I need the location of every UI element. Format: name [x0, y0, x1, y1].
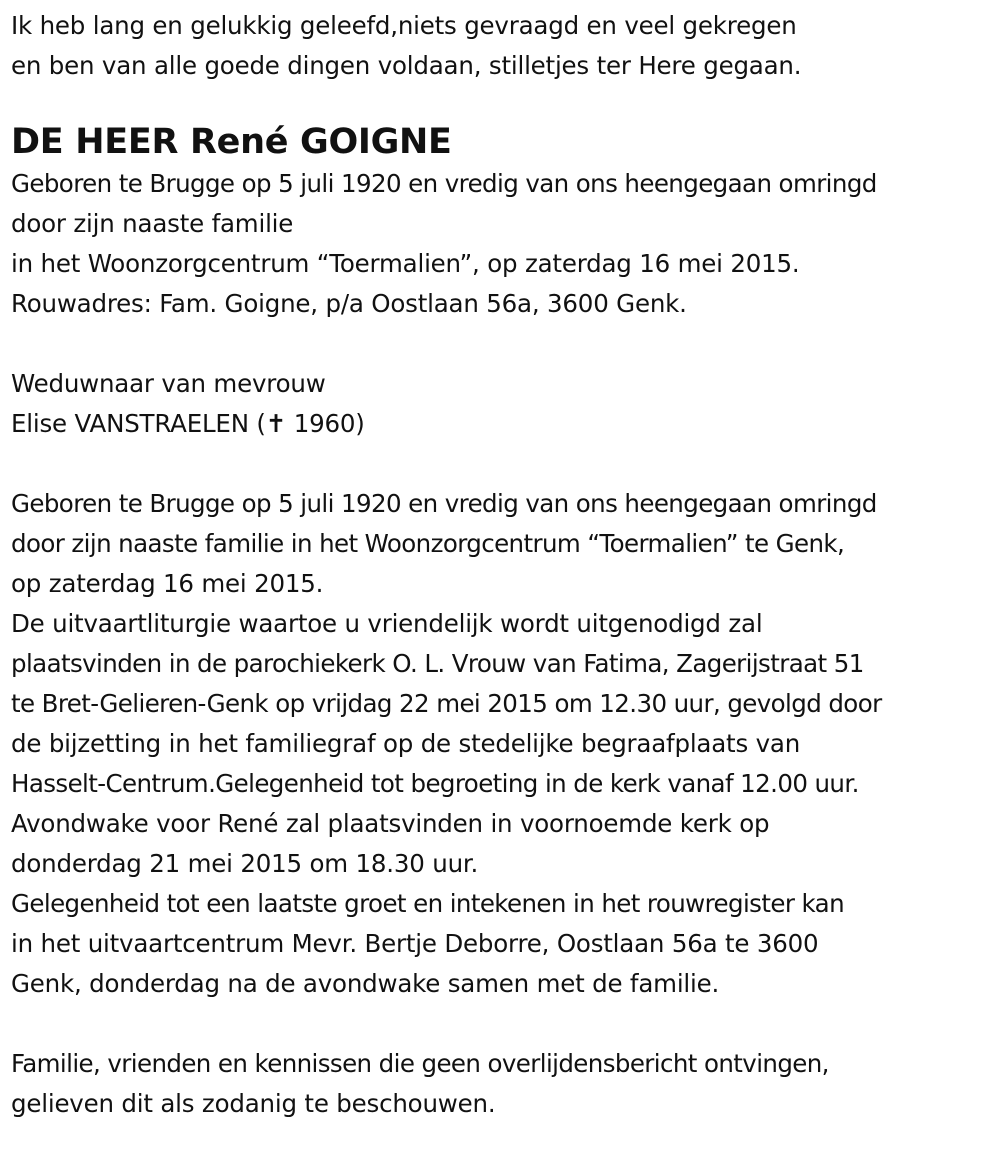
- spacer: [11, 1004, 996, 1044]
- details-line: donderdag 21 mei 2015 om 18.30 uur.: [11, 849, 479, 878]
- widower-block: [11, 364, 996, 444]
- details-line: Hasselt-Centrum.Gelegenheid tot begroeting in de kerk vanaf 12.00 uur.: [11, 769, 859, 798]
- spouse-name: Elise VANSTRAELEN (✝ 1960): [11, 409, 365, 438]
- details-line: plaatsvinden in de parochiekerk O. L. Vrouw van Fatima, Zagerijstraat 51: [11, 649, 864, 678]
- deceased-name-heading: DE HEER René GOIGNE: [11, 122, 452, 162]
- intro-line: Geboren te Brugge op 5 juli 1920 en vredig van ons heengegaan omringd: [11, 169, 877, 198]
- closing-line: gelieven dit als zodanig te beschouwen.: [11, 1089, 496, 1118]
- closing-line: Familie, vrienden en kennissen die geen overlijdensbericht ontvingen,: [11, 1049, 829, 1078]
- details-line: De uitvaartliturgie waartoe u vriendelijk wordt uitgenodigd zal: [11, 609, 763, 638]
- details-line: Geboren te Brugge op 5 juli 1920 en vredig van ons heengegaan omringd: [11, 489, 877, 518]
- mourning-address: Rouwadres: Fam. Goigne, p/a Oostlaan 56a, 3600 Genk.: [11, 289, 687, 318]
- spacer: [11, 444, 996, 484]
- intro-line: door zijn naaste familie: [11, 209, 294, 238]
- details-line: Avondwake voor René zal plaatsvinden in voornoemde kerk op: [11, 809, 770, 838]
- poem-block: [11, 6, 996, 86]
- details-line: in het uitvaartcentrum Mevr. Bertje Deborre, Oostlaan 56a te 3600: [11, 929, 819, 958]
- intro-block: [11, 164, 996, 324]
- poem-line: en ben van alle goede dingen voldaan, stilletjes ter Here gegaan.: [11, 51, 802, 80]
- spacer: [11, 324, 996, 364]
- details-line: op zaterdag 16 mei 2015.: [11, 569, 324, 598]
- widower-line: Weduwnaar van mevrouw: [11, 369, 326, 398]
- details-line: Genk, donderdag na de avondwake samen met de familie.: [11, 969, 720, 998]
- poem-line: Ik heb lang en gelukkig geleefd,niets gevraagd en veel gekregen: [11, 11, 797, 40]
- details-line: te Bret-Gelieren-Genk op vrijdag 22 mei 2015 om 12.30 uur, gevolgd door: [11, 689, 882, 718]
- intro-line: in het Woonzorgcentrum “Toermalien”, op zaterdag 16 mei 2015.: [11, 249, 800, 278]
- closing-block: [11, 1044, 996, 1124]
- details-block: [11, 484, 996, 1004]
- details-line: de bijzetting in het familiegraf op de stedelijke begraafplaats van: [11, 729, 801, 758]
- obituary-document: [11, 6, 996, 1124]
- details-line: door zijn naaste familie in het Woonzorgcentrum “Toermalien” te Genk,: [11, 529, 845, 558]
- details-line: Gelegenheid tot een laatste groet en intekenen in het rouwregister kan: [11, 889, 844, 918]
